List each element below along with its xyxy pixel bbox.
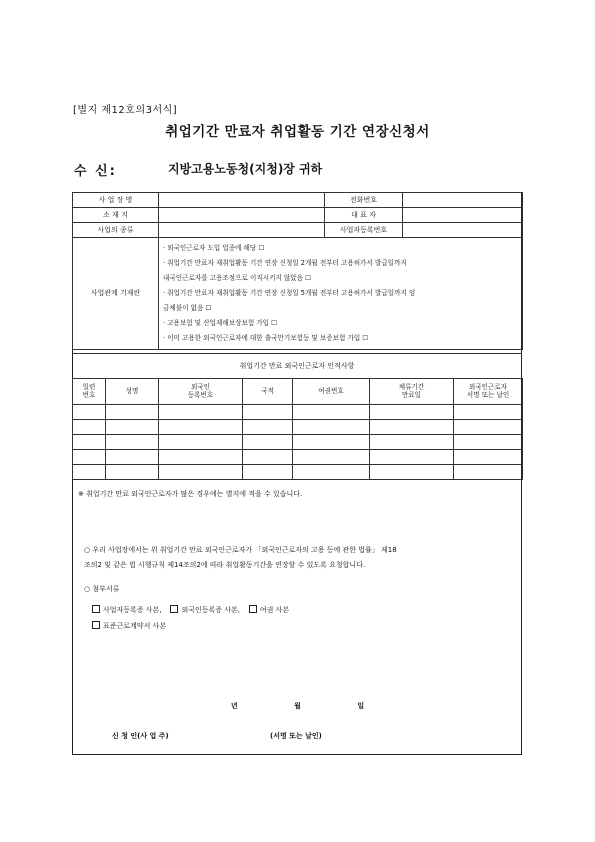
phone-label: 전화번호 [325, 193, 403, 208]
table-cell[interactable] [106, 450, 159, 465]
business-type-label: 사업의 종류 [73, 223, 159, 238]
checklist-item: · 취업기간 만료자 재취업활동 기간 연장 신청일 2개월 전부터 고용허가서 발급일까지 [163, 259, 407, 267]
table-cell[interactable] [159, 435, 243, 450]
table-cell[interactable] [243, 465, 293, 480]
table-cell[interactable] [370, 435, 454, 450]
year-label: 년 [230, 702, 238, 710]
worker-section-caption: 취업기간 만료 외국인근로자 인적사항 [72, 353, 522, 379]
phone-field[interactable] [403, 193, 523, 208]
table-cell[interactable] [106, 405, 159, 420]
table-cell[interactable] [73, 420, 106, 435]
table-cell[interactable] [293, 465, 370, 480]
declaration-line: ○ 우리 사업장에서는 위 취업기간 만료 외국인근로자가 「외국인근로자의 고용 등에 관한 법률」 제18 [84, 546, 397, 554]
applicant-label: 신 청 인(사 업 주) [112, 732, 169, 740]
worker-table [72, 378, 523, 480]
worker-table-header [73, 379, 523, 405]
table-cell[interactable] [243, 450, 293, 465]
table-cell[interactable] [454, 405, 523, 420]
table-cell[interactable] [243, 435, 293, 450]
worker-note: ※ 취업기간 만료 외국인근로자가 많은 경우에는 별지에 적을 수 있습니다. [78, 490, 303, 498]
date-line [0, 701, 595, 711]
attachment-item: 여권 사본 [259, 606, 290, 614]
table-cell[interactable] [159, 450, 243, 465]
month-label: 월 [294, 702, 301, 710]
attachments-label: ○ 첨부서류 [84, 585, 120, 593]
checkbox-icon[interactable] [170, 605, 178, 613]
representative-label: 대 표 자 [325, 208, 403, 223]
table-cell[interactable] [293, 420, 370, 435]
checklist-item[interactable]: · 이미 고용한 외국인근로자에 대한 출국만기보험등 및 보증보험 가입 ☐ [163, 334, 369, 342]
attachment-item: 표준근로계약서 사본 [103, 622, 167, 630]
table-cell[interactable] [293, 450, 370, 465]
representative-field[interactable] [403, 208, 523, 223]
col-header-nationality: 국적 [243, 379, 293, 405]
address-label: 소 재 지 [73, 208, 159, 223]
attachments-row [92, 621, 166, 631]
table-cell[interactable] [293, 405, 370, 420]
table-row [73, 405, 523, 420]
col-header-alien-reg: 외국인 등록번호 [159, 379, 243, 405]
table-cell[interactable] [73, 405, 106, 420]
table-cell[interactable] [243, 420, 293, 435]
table-cell[interactable] [106, 435, 159, 450]
table-cell[interactable] [454, 450, 523, 465]
registration-number-label: 사업자등록번호 [325, 223, 403, 238]
table-cell[interactable] [73, 450, 106, 465]
related-checklist [159, 238, 523, 350]
table-row [73, 450, 523, 465]
table-cell[interactable] [73, 465, 106, 480]
attachment-item: 사업자등록증 사본, [103, 606, 162, 614]
table-cell[interactable] [370, 405, 454, 420]
checklist-item[interactable]: · 외국인근로자 도입 업종에 해당 ☐ [163, 244, 265, 252]
table-cell[interactable] [73, 435, 106, 450]
attachment-item: 외국인등록증 사본, [181, 606, 240, 614]
business-name-field[interactable] [159, 193, 325, 208]
table-cell[interactable] [370, 465, 454, 480]
table-cell[interactable] [370, 450, 454, 465]
table-cell[interactable] [293, 435, 370, 450]
recipient-label: 수 신: [74, 164, 117, 179]
table-cell[interactable] [243, 405, 293, 420]
col-header-stay-expiry: 체류기간 만료일 [370, 379, 454, 405]
table-row [73, 435, 523, 450]
related-section-label: 사업관계 기재란 [73, 238, 159, 350]
checklist-item[interactable]: · 고용보험 및 산업재해보상보험 가입 ☐ [163, 319, 278, 327]
business-name-label: 사 업 장 명 [73, 193, 159, 208]
checkbox-icon[interactable] [249, 605, 257, 613]
address-field[interactable] [159, 208, 325, 223]
table-cell[interactable] [370, 420, 454, 435]
col-header-passport: 여권번호 [293, 379, 370, 405]
table-cell[interactable] [159, 420, 243, 435]
table-row [73, 465, 523, 480]
table-cell[interactable] [159, 405, 243, 420]
table-row [73, 420, 523, 435]
document-title: 취업기간 만료자 취업활동 기간 연장신청서 [165, 124, 430, 140]
col-header-name: 성명 [106, 379, 159, 405]
checklist-item[interactable]: 금체불이 없음 ☐ [163, 304, 212, 312]
col-header-serial: 일련 번호 [73, 379, 106, 405]
table-cell[interactable] [454, 420, 523, 435]
table-cell[interactable] [454, 435, 523, 450]
checklist-item: · 취업기간 만료자 재취업활동 기간 연장 신청일 5개월 전부터 고용허가서 발급일까지 임 [163, 289, 416, 297]
checkbox-icon[interactable] [92, 605, 100, 613]
table-cell[interactable] [106, 465, 159, 480]
registration-number-field[interactable] [403, 223, 523, 238]
declaration-text [84, 543, 504, 573]
table-cell[interactable] [454, 465, 523, 480]
col-header-signature: 외국인근로자 서명 또는 날인 [454, 379, 523, 405]
business-type-field[interactable] [159, 223, 325, 238]
attachments-row [92, 605, 289, 615]
checkbox-icon[interactable] [92, 621, 100, 629]
table-cell[interactable] [159, 465, 243, 480]
business-info-table [72, 192, 523, 350]
signature-field[interactable]: (서명 또는 날인) [270, 732, 322, 740]
declaration-line: 조의2 및 같은 법 시행규칙 제14조의2에 따라 취업활동기간을 연장할 수 있도록 요청합니다. [84, 561, 366, 569]
checklist-item[interactable]: 내국인근로자를 고용조정으로 이직시키지 않았음 ☐ [163, 274, 312, 282]
table-cell[interactable] [106, 420, 159, 435]
recipient-value: 지방고용노동청(지청)장 귀하 [168, 162, 323, 176]
form-reference: [별지 제12호의3서식] [73, 105, 178, 116]
day-label: 일 [357, 702, 365, 710]
